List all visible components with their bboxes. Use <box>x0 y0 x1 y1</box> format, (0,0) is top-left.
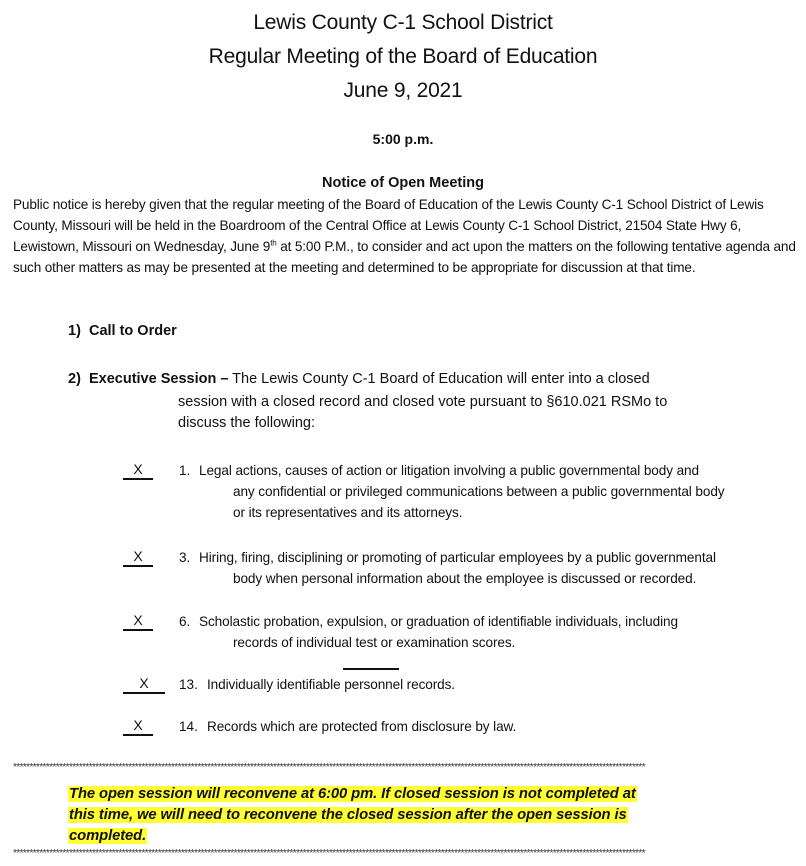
item-text-cont: or its representatives and its attorneys. <box>233 505 463 520</box>
item-checkmark: X <box>123 717 153 736</box>
agenda-title: Call to Order <box>88 323 177 339</box>
item-text-cont: any confidential or privileged communications between a public governmental body <box>233 484 725 499</box>
agenda-item-executive-session <box>68 371 650 387</box>
notice-text-2: at 5:00 P.M., to consider and act upon the matters on the following tentative agenda and such other matters as may be presented at the meeting and determined to be appropriate for discussion at that time. <box>13 239 796 275</box>
item-number: 14. <box>179 719 198 734</box>
closing-notice-line: completed. <box>69 828 147 844</box>
item-text-cont: body when personal information about the employee is discussed or recorded. <box>233 571 697 586</box>
agenda-description-line: session with a closed record and closed vote pursuant to §610.021 RSMo to <box>178 394 668 410</box>
agenda-description: The Lewis County C-1 Board of Education will enter into a closed <box>228 371 650 387</box>
item-text: Legal actions, causes of action or litigation involving a public governmental body and <box>199 463 699 478</box>
agenda-description-line: discuss the following: <box>178 415 316 431</box>
notice-sup: th <box>270 238 277 248</box>
item-checkmark: X <box>123 612 153 631</box>
meeting-date: June 9, 2021 <box>343 79 463 102</box>
agenda-item-call-to-order <box>68 323 177 339</box>
item-text-cont: records of individual test or examination scores. <box>233 635 516 650</box>
item-checkmark: X <box>123 675 165 694</box>
item-number: 6. <box>179 614 191 629</box>
meeting-time: 5:00 p.m. <box>372 131 434 147</box>
closing-notice-line: this time, we will need to reconvene the closed session after the open session is <box>69 807 627 823</box>
rule-line <box>343 668 399 670</box>
agenda-number: 1) <box>68 323 81 339</box>
item-text: Records which are protected from disclosure by law. <box>207 719 517 734</box>
item-number: 3. <box>179 550 191 565</box>
item-number: 1. <box>179 463 191 478</box>
agenda-title: Executive Session – <box>88 371 229 387</box>
notice-body <box>13 194 803 278</box>
meeting-title: Regular Meeting of the Board of Education <box>208 45 598 68</box>
notice-text-1: Public notice is hereby given that the regular meeting of the Board of Education of the Lewis County C-1 School District of Lewis County, Missouri will be held in the Boardroom of the Central Office at Lewis County C-1 School District, 21504 State Hwy 6, Lewistown, Missouri on Wednesday, June 9 <box>13 197 764 254</box>
item-number: 13. <box>179 677 198 692</box>
district-title: Lewis County C-1 School District <box>253 11 553 34</box>
item-text: Hiring, firing, disciplining or promoting of particular employees by a public governmental <box>199 550 716 565</box>
closing-notice <box>68 784 748 847</box>
closing-notice-line: The open session will reconvene at 6:00 pm. If closed session is not completed at <box>69 786 636 802</box>
separator-top: ************************************************************************************************************************************************************************************************ <box>13 763 645 773</box>
item-text: Scholastic probation, expulsion, or graduation of identifiable individuals, including <box>199 614 678 629</box>
item-text: Individually identifiable personnel records. <box>207 677 455 692</box>
item-checkmark: X <box>123 461 153 480</box>
agenda-number: 2) <box>68 371 81 387</box>
notice-heading: Notice of Open Meeting <box>322 175 484 191</box>
separator-bottom: ************************************************************************************************************************************************************************************************ <box>13 849 645 859</box>
item-checkmark: X <box>123 548 153 567</box>
